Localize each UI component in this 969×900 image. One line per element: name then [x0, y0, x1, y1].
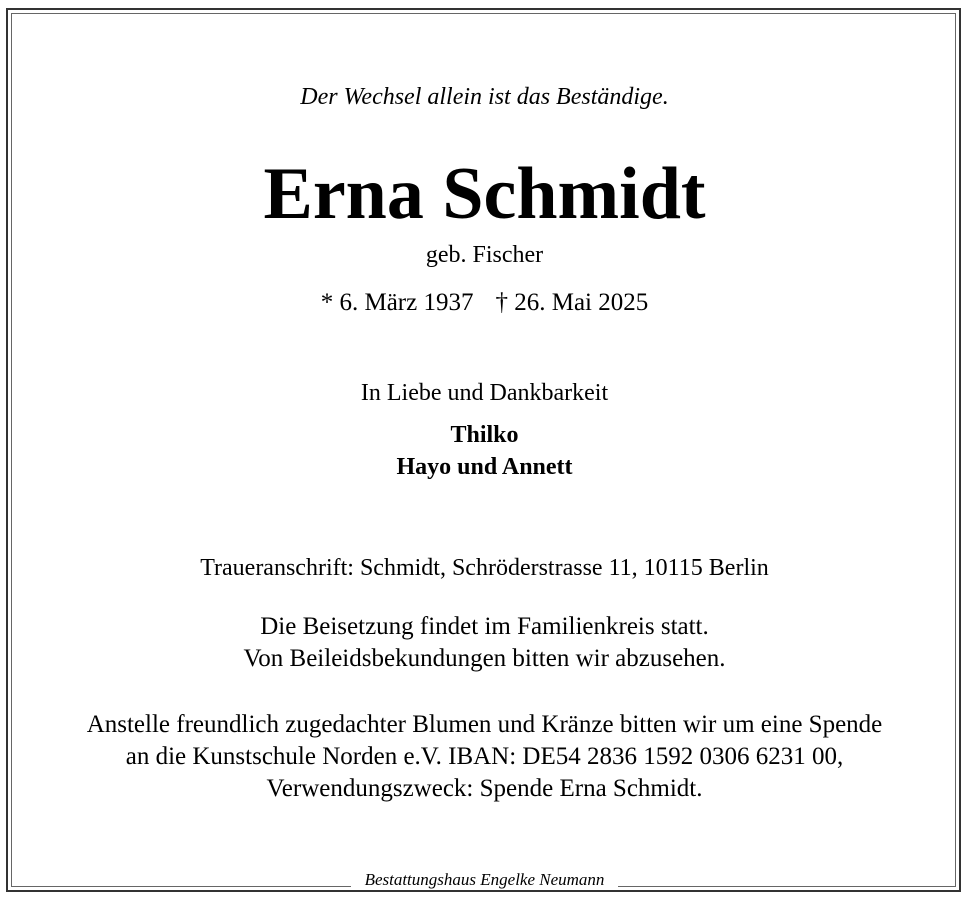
- burial-notice-line: Von Beileidsbekundungen bitten wir abzusehen.: [243, 645, 726, 672]
- footer: [0, 870, 969, 890]
- maiden-name: geb. Fischer: [425, 242, 544, 268]
- motto: Der Wechsel allein ist das Beständige.: [300, 84, 669, 110]
- mourners-intro: In Liebe und Dankbarkeit: [360, 380, 609, 406]
- funeral-home-name: Bestattungshaus Engelke Neumann: [351, 870, 619, 890]
- mourner-name: Thilko: [450, 422, 519, 448]
- deceased-name: Erna Schmidt: [263, 153, 706, 235]
- mourner-name: Hayo und Annett: [396, 454, 573, 480]
- mourning-address: Traueranschrift: Schmidt, Schröderstrasse 11, 10115 Berlin: [200, 555, 769, 581]
- life-dates: [0, 289, 969, 317]
- death-date: † 26. Mai 2025: [495, 289, 649, 316]
- birth-date: * 6. März 1937: [320, 289, 474, 316]
- donation-notice-line: Verwendungszweck: Spende Erna Schmidt.: [266, 775, 703, 802]
- burial-notice-line: Die Beisetzung findet im Familienkreis statt.: [260, 613, 709, 640]
- donation-notice-line: an die Kunstschule Norden e.V. IBAN: DE54 2836 1592 0306 6231 00,: [125, 743, 844, 770]
- donation-notice-line: Anstelle freundlich zugedachter Blumen und Kränze bitten wir um eine Spende: [86, 711, 883, 738]
